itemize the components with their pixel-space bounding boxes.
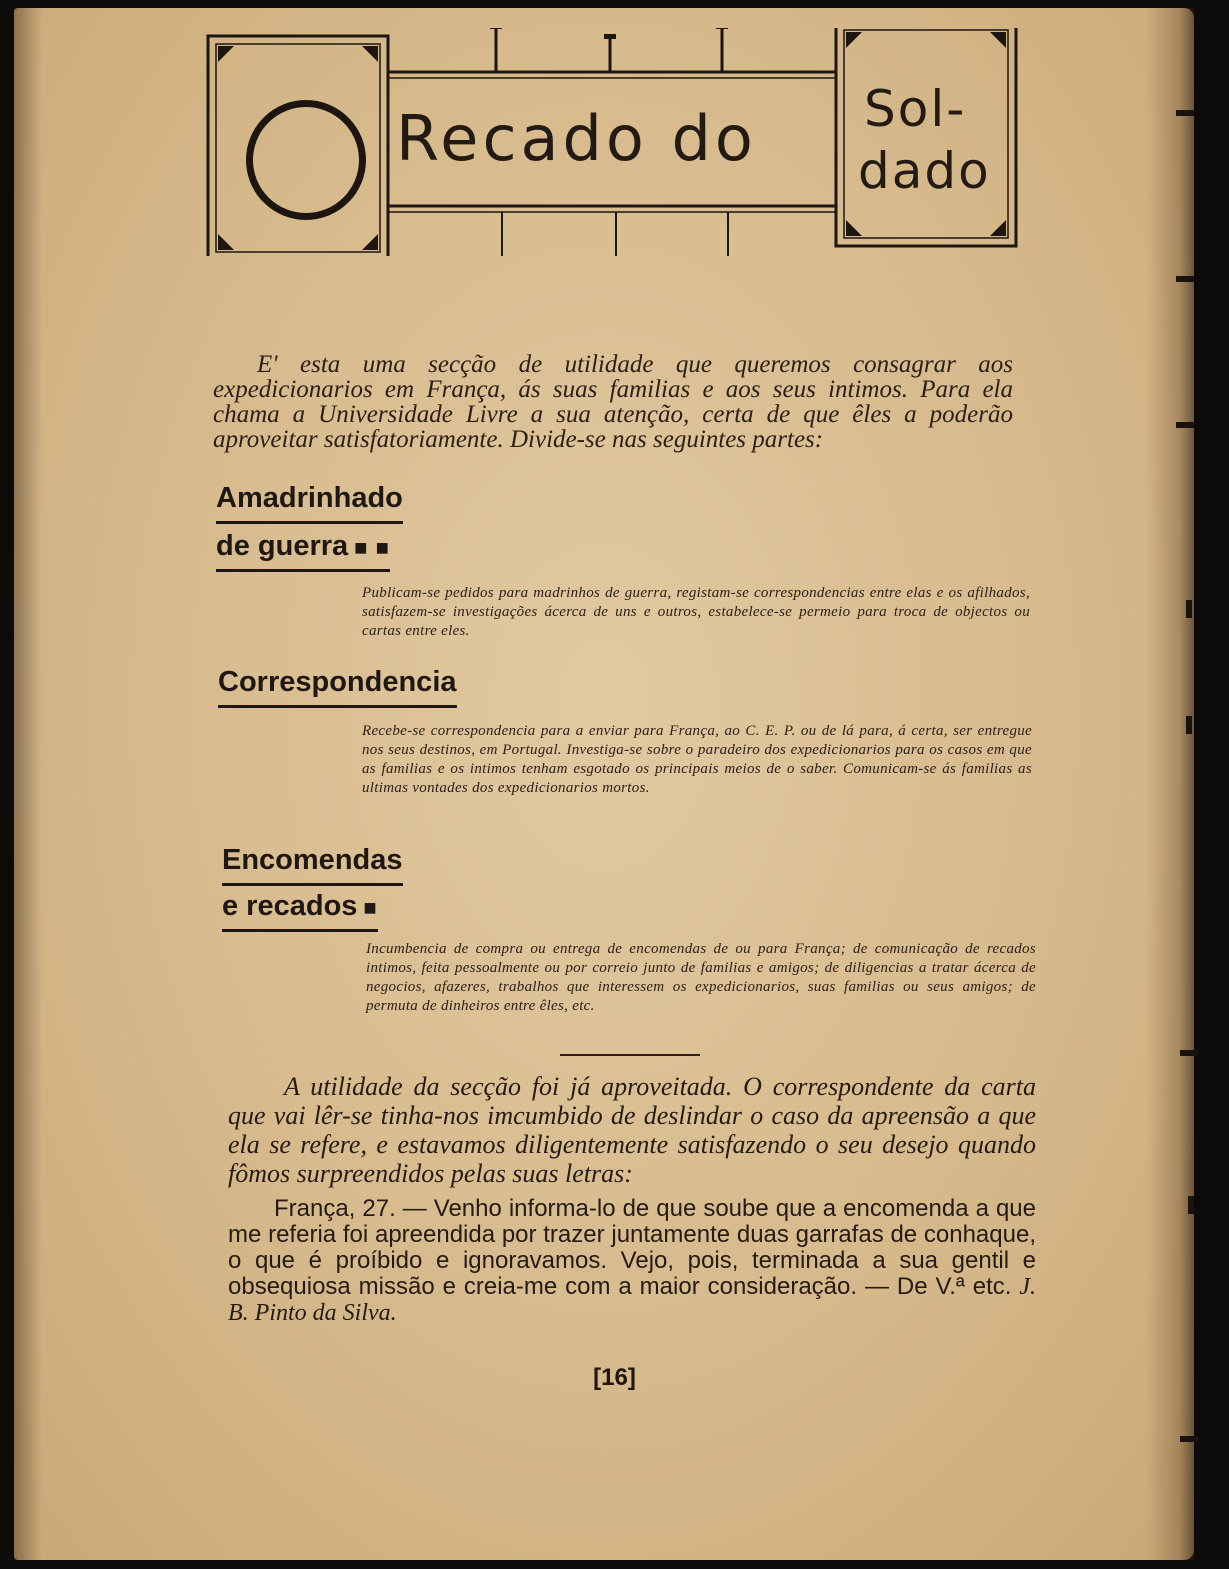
section-heading-line1: Amadrinhado xyxy=(216,482,403,514)
section-heading-line2: e recados xyxy=(222,890,358,922)
section-text-correspondencia: Recebe-se correspondencia para a enviar para França, ao C. E. P. ou de lá para, á certa, ser entregue nos seus destinos, em Portugal. Investiga-se sobre o paradeiro dos expedicionarios para os casos em que as familias e os intimos tenham esgotado os principais meios de o saber. Comunicam-se ás familias as ultimas vontades dos expedicionarios mortos. xyxy=(362,723,1032,796)
utility-paragraph: A utilidade da secção foi já aproveitada. O correspondente da carta que vai lêr-se tinha-nos imcumbido de deslindar o caso da apreensão a que ela se refere, e estavamos diligentemente satisfazendo o seu desejo quando fômos surpreendidos pelas suas letras: xyxy=(228,1072,1036,1188)
binding-staple xyxy=(1180,1050,1198,1056)
page-left-margin xyxy=(14,8,42,1560)
binding-staple xyxy=(1176,276,1194,282)
section-heading-encomendas xyxy=(222,844,403,886)
binding-staple xyxy=(1176,110,1194,116)
section-text-encomendas: Incumbencia de compra ou entrega de encomendas de ou para França; de comunicação de recados intimos, feita pessoalmente ou por correio junto de familias e amigos; de diligencias a tratar ácerca de negocios, afazeres, trabalhos que interessem os expedicionarios, suas familias ou seus amigos; de permuta de dinheiros entre êles, etc. xyxy=(366,941,1036,1014)
title-dado: dado xyxy=(858,142,991,200)
binding-staple xyxy=(1186,600,1192,618)
binding-staple xyxy=(1180,1436,1198,1442)
section-heading-amadrinhado xyxy=(216,482,403,524)
section-heading-line1: Correspondencia xyxy=(218,666,457,698)
page-right-edge xyxy=(1146,8,1194,1560)
section-heading-correspondencia xyxy=(218,666,457,708)
section-heading-de-guerra xyxy=(216,530,390,572)
binding-staple xyxy=(1176,422,1194,428)
binding-staple xyxy=(1186,716,1192,734)
section-heading-e-recados xyxy=(222,890,378,932)
title-letter-o-ring xyxy=(246,100,366,220)
page-number: [16] xyxy=(593,1364,636,1391)
quoted-letter xyxy=(228,1196,1036,1326)
binding-staple xyxy=(1188,1196,1194,1214)
title-banner xyxy=(206,28,1018,256)
intro-paragraph: E' esta uma secção de utilidade que queremos consagrar aos expedicionarios em França, ás suas familias e aos seus intimos. Para ela chama a Universidade Livre a sua atenção, certa de que êles a poderão aproveitar satisfatoriamente. Divide-se nas seguintes partes: xyxy=(213,351,1013,453)
section-text-amadrinhado: Publicam-se pedidos para madrinhos de guerra, registam-se correspondencias entre elas e os afilhados, satisfazem-se investigações ácerca de uns e outros, estabelece-se permeio para troca de objectos ou cartas entre eles. xyxy=(362,585,1030,639)
separator-rule xyxy=(560,1054,700,1056)
title-sol: Sol- xyxy=(864,80,967,138)
letter-signature: J. B. Pinto da Silva. xyxy=(228,1274,1036,1326)
title-main: Recado do xyxy=(396,102,757,175)
square-ornament-icon: ■ xyxy=(363,895,378,920)
section-heading-line1: Encomendas xyxy=(222,844,403,876)
letter-body: França, 27. — Venho informa-lo de que soube que a encomenda a que me referia foi apreendida por trazer juntamente duas garrafas de conhaque, o que é proíbido e ignoravamos. Vejo, pois, terminada a sua gentil e obsequiosa missão e creia-me com a maior consideração. — De V.ª etc. xyxy=(228,1195,1036,1300)
section-heading-line2: de guerra xyxy=(216,530,349,562)
square-ornament-icon: ■ ■ xyxy=(354,535,390,560)
